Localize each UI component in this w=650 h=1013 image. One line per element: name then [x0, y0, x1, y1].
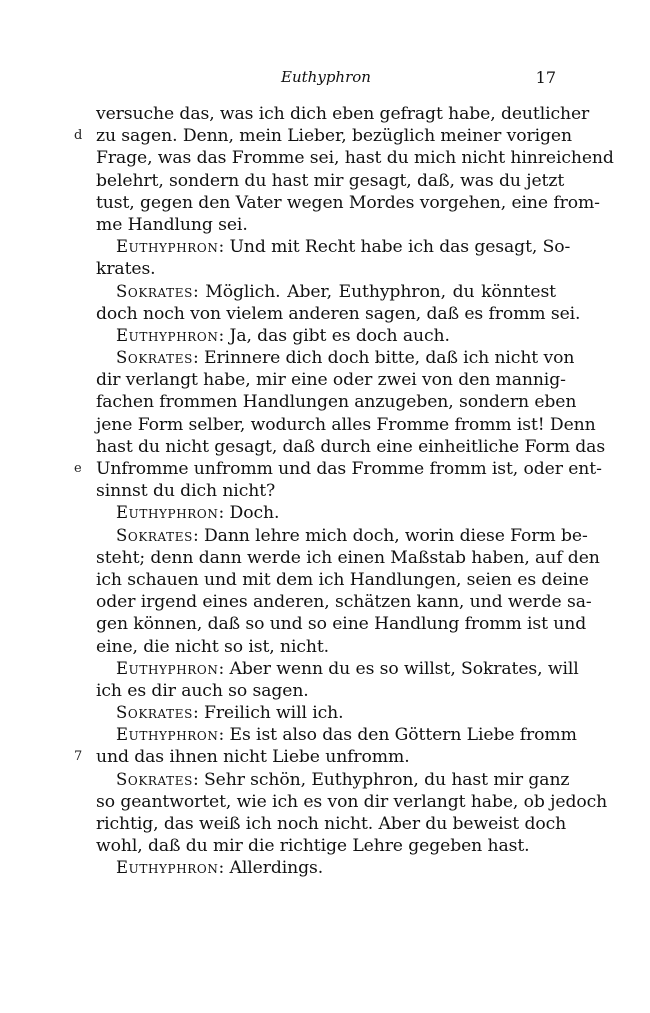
text-line	[96, 547, 600, 569]
text-line	[96, 192, 600, 214]
speech-line	[96, 724, 577, 746]
line-text: : Erinnere dich doch bitte, daß ich nicht von	[192, 348, 575, 369]
line-text: : Ja, das gibt es doch auch.	[218, 325, 450, 346]
line-text: : Es ist also das den Göttern Liebe fromm	[218, 725, 577, 746]
text-line	[96, 103, 590, 125]
text-line	[74, 125, 572, 147]
line-text: : Und mit Recht habe ich das gesagt, So-	[218, 237, 571, 258]
line-text: me Handlung sei.	[96, 214, 248, 235]
line-text: : Allerdings.	[218, 858, 324, 879]
speech-line	[96, 347, 575, 369]
line-text: zu sagen. Denn, mein Lieber, bezüglich meiner vorigen	[96, 126, 572, 147]
speech-line	[96, 525, 588, 547]
line-text: : Doch.	[218, 503, 280, 524]
speaker-euthyphron: Euthyphron	[116, 725, 219, 745]
speaker-euthyphron: Euthyphron	[116, 503, 219, 523]
speaker-sokrates: Sokrates	[116, 348, 193, 368]
line-text: Unfromme unfromm und das Fromme fromm ist, oder ent-	[96, 459, 602, 479]
line-text: fachen frommen Handlungen anzugeben, sondern eben	[96, 392, 577, 413]
line-text: : Möglich. Aber, Euthyphron, du könntest	[192, 281, 556, 302]
text-line	[96, 436, 606, 458]
text-line	[96, 414, 596, 436]
speaker-euthyphron: Euthyphron	[116, 858, 219, 878]
speech-line	[96, 702, 556, 724]
text-line	[74, 458, 602, 480]
line-text: oder irgend eines anderen, schätzen kann, und werde sa-	[96, 592, 592, 613]
speaker-sokrates: Sokrates	[116, 281, 193, 301]
line-text: eine, die nicht so ist, nicht.	[96, 636, 330, 657]
speaker-euthyphron: Euthyphron	[116, 237, 219, 257]
line-text: ich es dir auch so sagen.	[96, 680, 309, 701]
line-text: sinnst du dich nicht?	[96, 481, 276, 502]
margin-marker-7: 7	[74, 749, 83, 765]
text-line	[96, 680, 556, 702]
line-text: belehrt, sondern du hast mir gesagt, daß, was du jetzt	[96, 170, 565, 191]
line-text: : Sehr schön, Euthyphron, du hast mir ganz	[192, 769, 570, 790]
text-line	[96, 369, 566, 391]
running-title: Euthyphron	[281, 68, 371, 86]
text-line	[96, 613, 587, 635]
line-text: jene Form selber, wodurch alles Fromme fromm ist! Denn	[96, 414, 596, 435]
line-text: wohl, daß du mir die richtige Lehre gegeben hast.	[96, 836, 530, 857]
line-text: gen können, daß so und so eine Handlung fromm ist und	[96, 614, 587, 635]
line-text: dir verlangt habe, mir eine oder zwei von den mannig-	[96, 370, 566, 391]
text-line	[74, 746, 556, 768]
line-text: tust, gegen den Vater wegen Mordes vorgehen, eine from-	[96, 192, 600, 213]
margin-marker-d: d	[74, 128, 83, 144]
dialogue-text	[74, 103, 614, 880]
speech-line	[96, 236, 571, 258]
speaker-sokrates: Sokrates	[116, 703, 193, 723]
line-text: steht; denn dann werde ich einen Maßstab haben, auf den	[96, 547, 600, 568]
line-text: doch noch von vielem anderen sagen, daß es fromm sei.	[96, 303, 581, 324]
line-text: : Dann lehre mich doch, worin diese Form be-	[192, 525, 588, 546]
text-line	[96, 591, 592, 613]
running-head	[96, 68, 556, 90]
line-text: krates.	[96, 259, 156, 280]
speaker-sokrates: Sokrates	[116, 769, 193, 789]
speech-line	[96, 769, 570, 791]
text-line	[96, 303, 581, 325]
text-line	[96, 258, 556, 280]
text-line	[96, 391, 577, 413]
text-line	[96, 569, 589, 591]
line-text: und das ihnen nicht Liebe unfromm.	[96, 747, 410, 768]
speaker-euthyphron: Euthyphron	[116, 658, 219, 678]
speech-line	[96, 857, 556, 879]
text-line	[96, 813, 567, 835]
line-text: Frage, was das Fromme sei, hast du mich nicht hinreichend	[96, 148, 614, 169]
line-text: : Freilich will ich.	[192, 703, 344, 724]
speech-line	[96, 502, 556, 524]
line-text: ich schauen und mit dem ich Handlungen, seien es deine	[96, 569, 589, 590]
text-line	[96, 214, 556, 236]
speech-line	[96, 325, 556, 347]
line-text: versuche das, was ich dich eben gefragt habe, deutlicher	[96, 104, 590, 124]
text-line	[96, 480, 556, 502]
margin-marker-e: e	[74, 461, 82, 476]
speaker-sokrates: Sokrates	[116, 525, 193, 545]
speech-line	[96, 281, 556, 303]
text-line	[96, 170, 565, 192]
line-text: richtig, das weiß ich noch nicht. Aber du beweist doch	[96, 814, 567, 834]
speech-line	[96, 658, 579, 680]
text-line	[96, 147, 614, 169]
line-text: hast du nicht gesagt, daß durch eine einheitliche Form das	[96, 436, 606, 457]
line-text: : Aber wenn du es so willst, Sokrates, will	[218, 658, 579, 679]
text-line	[96, 835, 556, 857]
text-line	[96, 636, 556, 658]
speaker-euthyphron: Euthyphron	[116, 325, 219, 345]
page-number: 17	[535, 68, 556, 87]
text-line	[96, 791, 608, 813]
line-text: so geantwortet, wie ich es von dir verlangt habe, ob jedoch	[96, 791, 608, 812]
